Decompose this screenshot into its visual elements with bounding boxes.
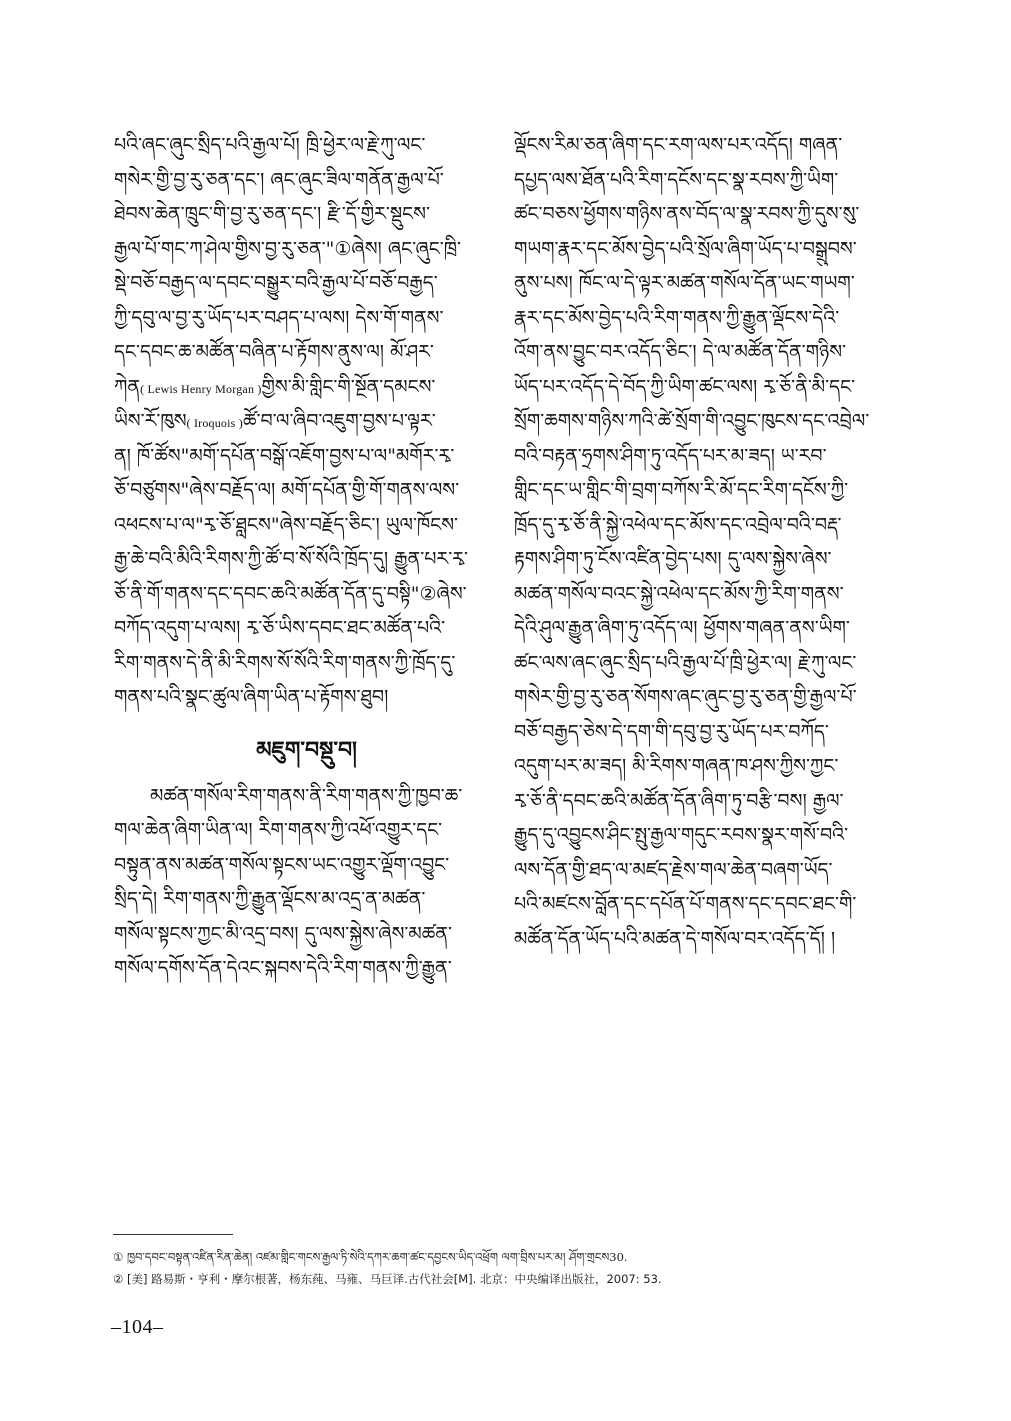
- text-line: གསེར་གྱི་བྱ་རུ་ཅན་སོགས་ཞང་ཞུང་བྱ་རུ་ཅན་གྱི་རྒྱལ་པོ་: [514, 686, 857, 708]
- latin-name-morgan: ( Lewis Henry Morgan ): [140, 381, 262, 396]
- text-line: མཚན་གསོལ་རིག་གནས་ནི་རིག་གནས་ཀྱི་ཁྱབ་ཆ་: [150, 784, 463, 807]
- left-paragraph-3: [114, 779, 499, 986]
- latin-name-iroquois: ( Iroquois ): [186, 416, 243, 430]
- text-line: འདུག་པར་མ་ཟད། མི་རིགས་གཞན་ཁ་ཤས་ཀྱིས་ཀྱང་: [514, 755, 839, 777]
- text-line: ཐེབས་ཆེན་ཁྲུང་གི་བྱ་རུ་ཅན་དང་། རྫི་དོ་གྱིར་སྡུངས་: [114, 203, 430, 225]
- footnote-divider: [113, 1234, 233, 1235]
- right-paragraph: [514, 128, 899, 956]
- text-line: རིག་གནས་དེ་ནི་མི་རིགས་སོ་སོའི་རིག་གནས་ཀྱི་ཁྲོད་དུ་: [114, 651, 456, 674]
- text-line: གལ་ཆེན་ཞིག་ཡིན་ལ། རིག་གནས་ཀྱི་འཕོ་འགྱུར་དང་: [114, 819, 443, 841]
- left-paragraph-1: [114, 128, 499, 370]
- footnote-2: [113, 1268, 913, 1290]
- text-line: གསོལ་དགོས་དོན་དེའང་སྐབས་དེའི་རིག་གནས་ཀྱི་རྒྱུན་: [114, 957, 452, 979]
- text-line: ལྡོངས་རིམ་ཅན་ཞིག་དང་རག་ལས་པར་འདོད། གཞན་: [514, 134, 843, 156]
- text-segment: གྱིས་མི་གླིང་གི་སྔོན་དམངས་: [261, 375, 436, 398]
- text-line: མཚོན་དོན་ཡོད་པའི་མཚན་དེ་གསོལ་བར་འདོད་དོ། །: [514, 927, 836, 950]
- text-line: ཅོ་བཙུགས"ཞེས་བརྗོད་ལ། མགོ་དཔོན་གྱི་གོ་གནས་ལས་: [114, 479, 460, 501]
- footnote-marker: ②: [113, 1272, 124, 1286]
- text-line: བསྟུན་ནས་མཚན་གསོལ་སྟངས་ཡང་འགྱུར་ལྡོག་འབྱུང་: [114, 853, 450, 876]
- text-line: རྟགས་ཤིག་ཏུ་ངོས་འཛིན་བྱེད་པས། དུ་ལས་སྐྱེས་ཞེས་: [514, 548, 832, 570]
- text-line: དང་དབང་ཆ་མཚོན་བཞིན་པ་རྟོགས་ནུས་ལ། མོ་ཤར་: [114, 341, 434, 363]
- text-line: ཚང་བཅས་ཕྱོགས་གཉིས་ནས་བོད་ལ་སྣ་རབས་ཀྱི་དུས་སུ་: [514, 203, 860, 225]
- right-column: [514, 128, 899, 956]
- text-line: མཚན་གསོལ་བའང་སྐྱེ་འཕེལ་དང་མོས་ཀྱི་རིག་གནས་: [514, 582, 844, 605]
- text-segment: ཡིས་རོ་ཁུས: [114, 410, 187, 432]
- text-line: དཔྱད་ལས་ཐོན་པའི་རིག་དངོས་དང་སྣ་རབས་ཀྱི་ཡིག་: [514, 168, 839, 191]
- text-line: ཚང་ལས་ཞང་ཞུང་སྲིད་པའི་རྒྱལ་པོ་ཁྲི་ཕྱེར་ལ། རྗེ་ཀུ་ལང་: [514, 651, 857, 674]
- text-line: བའི་བརྟན་ཧྲགས་ཤིག་ཏུ་འདོད་པར་མ་ཟད། ཡ་རབ་: [514, 444, 827, 467]
- text-line: འོག་ནས་བྱུང་བར་འདོད་ཅིང་། དེ་ལ་མཚོན་དོན་གཉིས་: [514, 341, 847, 363]
- text-line: ཀྱི་དབུ་ལ་བྱ་རུ་ཡོད་པར་བཤད་པ་ལས། དེས་གོ་གནས་: [114, 306, 444, 329]
- text-line-morgan: [114, 370, 499, 405]
- text-line: སྲིད་དེ། རིག་གནས་ཀྱི་རྒྱུན་ལྡོངས་མ་འདྲ་ན་མཚན་: [114, 888, 426, 910]
- footnote-text: [美] 路易斯・亨利・摩尔根著，杨东莼、马雍、马巨译.古代社会[M]. 北京：中央编译出版社，2007: 53.: [126, 1272, 662, 1286]
- text-line: པའི་མཛངས་བློན་དང་དཔོན་པོ་གནས་དང་དབང་ཐང་གི་: [514, 893, 857, 915]
- text-line: རྒྱལ་པོ་གང་ཀ་ཤེལ་གྱིས་བྱ་རུ་ཅན་"①ཞེས། ཞང་ཞུང་ཁྲི་: [114, 237, 462, 260]
- text-line: ཡོད་པར་འདོད་དེ་བོད་ཀྱི་ཡིག་ཚང་ལས། རྭ་ཅོ་ནི་མི་དང་: [514, 375, 856, 398]
- text-line: གསོལ་སྟངས་ཀྱང་མི་འདྲ་བས། དུ་ལས་སྐྱེས་ཞེས་མཚན་: [114, 922, 452, 945]
- text-line: སྡེ་བཅོ་བརྒྱད་ལ་དབང་བསྒྱུར་བའི་རྒྱལ་པོ་བཅོ་བརྒྱད་: [114, 272, 438, 294]
- text-line: ལས་དོན་གྱི་ཐད་ལ་མཛད་རྗེས་གལ་ཆེན་བཞག་ཡོད་: [514, 858, 833, 881]
- text-line: བཀོད་འདུག་པ་ལས། རྭ་ཅོ་ཡིས་དབང་ཐང་མཚོན་པའི་: [114, 617, 446, 639]
- text-line: རྭ་ཅོ་ནི་དབང་ཆའི་མཚོན་དོན་ཞིག་ཏུ་བརྩི་བས། རྒྱལ་: [514, 789, 844, 812]
- text-line: རྒྱ་ཆེ་བའི་མིའི་རིགས་ཀྱི་ཚོ་བ་སོ་སོའི་ཁྲོད་དུ། རྒྱུན་པར་རྭ་: [114, 548, 469, 570]
- text-line: གསེར་གྱི་བྱ་རུ་ཅན་དང་། ཞང་ཞུང་ཟིལ་གནོན་རྒྱལ་པོ་: [114, 168, 444, 191]
- footnote-1: [113, 1246, 913, 1268]
- footnote-marker: ①: [113, 1250, 124, 1264]
- text-line: རྒྱུད་དུ་འབྱུངས་ཤིང་སྤུ་རྒྱལ་གདུང་རབས་སྣར་གསོ་བའི་: [514, 824, 849, 846]
- text-line: གནས་པའི་སྣང་ཚུལ་ཞིག་ཡིན་པ་རྟོགས་ཐུབ།: [114, 686, 389, 708]
- page-number: –104–: [111, 1316, 164, 1338]
- text-segment: ཚོ་བ་ལ་ཞིབ་འཇུག་བྱས་པ་ལྟར་: [242, 410, 436, 432]
- left-column: [114, 128, 499, 986]
- text-line: ཁྲོད་དུ་རྭ་ཅོ་ནི་སྐྱེ་འཕེལ་དང་མོས་དང་འབྲེལ་བའི་བརྡ་: [514, 513, 842, 536]
- text-line: གླིང་དང་ཡ་གླིང་གི་བྲག་བཀོས་རི་མོ་དང་རིག་དངོས་ཀྱི་: [514, 479, 849, 501]
- text-line: སྲོག་ཆགས་གཉིས་ཀའི་ཚེ་སྲོག་གི་འབྱུང་ཁུངས་དང་འབྲེལ་: [514, 410, 870, 432]
- footnotes: [113, 1246, 913, 1290]
- text-line: འཕངས་པ་ལ"རྭ་ཅོ་ཐླངས"ཞེས་བརྗོད་ཅིང་། ཡུལ་ཁོངས་: [114, 513, 459, 536]
- text-segment: ཀེན: [114, 375, 141, 398]
- footnote-text: ཁྱབ་དབང་བསྟན་འཛིན་རིན་ཆེན། འཛམ་གླིང་གངས་རྒྱལ་ཏི་སེའི་དཀར་ཆག་ཚང་དབྱངས་ཡིད་འཕྲོག ལག་བྲིས་པར་མ། ཤོག་གྲངས30.: [126, 1250, 628, 1264]
- text-line: གཡག་རྣར་དང་མོས་བྱེད་པའི་སྲོལ་ཞིག་ཡོད་པ་བསྒྲུབས་: [514, 237, 857, 260]
- section-heading: མཇུག་བསྡུ་བ།: [256, 736, 357, 763]
- text-line: ནུས་པས། ཁོང་ལ་དེ་ལྟར་མཚན་གསོལ་དོན་ཡང་གཡག་: [514, 272, 855, 294]
- text-line: དེའི་ཤུལ་རྒྱུན་ཞིག་ཏུ་འདོད་ལ། ཕྱོགས་གཞན་ནས་ཡིག་: [514, 617, 850, 639]
- text-line-iroquois: [114, 404, 499, 439]
- text-line: ན། ཁོ་ཚོས"མགོ་དཔོན་བསྒོ་འཇོག་བྱས་པ་ལ"མགོར་རྭ་: [114, 444, 455, 467]
- text-line: བཅོ་བརྒྱད་ཅེས་དེ་དག་གི་དབུ་བྱ་རུ་ཡོད་པར་བཀོད་: [514, 720, 829, 743]
- text-line: རྣར་དང་མོས་བྱེད་པའི་རིག་གནས་ཀྱི་རྒྱུན་ལྡོངས་དེའི་: [514, 306, 840, 329]
- text-line: ཅོ་ནི་གོ་གནས་དང་དབང་ཆའི་མཚོན་དོན་དུ་བསྟི"②ཞེས་: [114, 582, 467, 605]
- left-paragraph-2: [114, 439, 499, 715]
- text-line: པའི་ཞང་ཞུང་སྲིད་པའི་རྒྱལ་པོ། ཁྲི་ཕྱེར་ལ་རྗེ་ཀུ་ལང་: [114, 134, 426, 156]
